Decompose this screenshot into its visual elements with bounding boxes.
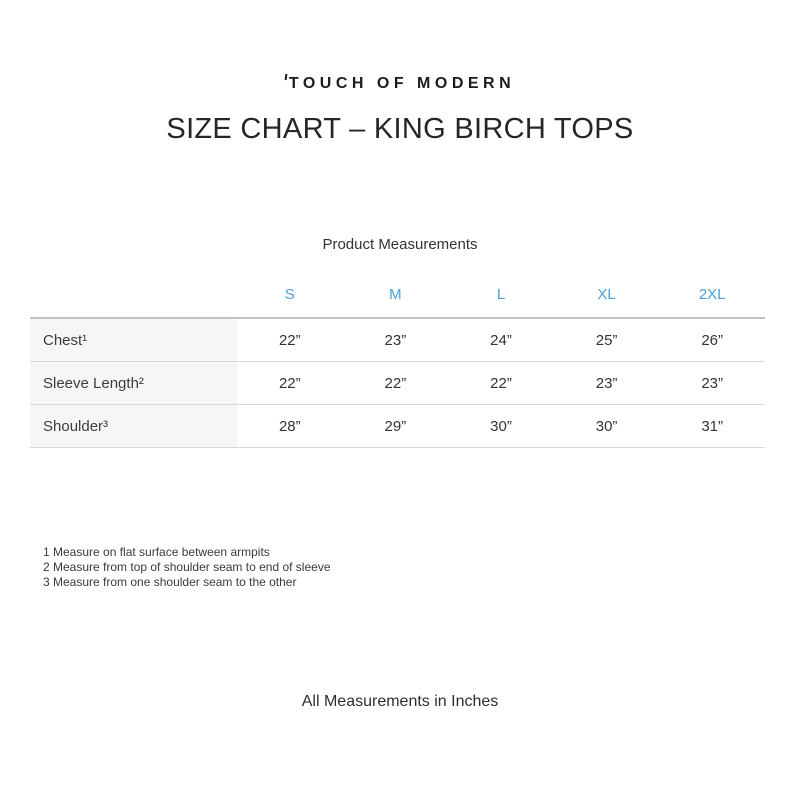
row-label-shoulder: Shoulder³ [30,405,237,447]
sleeve-value-s: 22” [278,374,301,392]
size-header-xl: XL [597,285,616,303]
size-header-m: M [389,285,402,303]
size-header-2xl: 2XL [698,285,726,303]
page-title: SIZE CHART – KING BIRCH TOPS [166,113,634,145]
brand-logo-text: TOUCH OF MODERN [288,75,516,92]
shoulder-value-xl: 30” [595,417,618,435]
brand-tick-icon [284,74,287,80]
table-heading: Product Measurements [322,236,478,253]
sleeve-value-l: 22” [490,374,512,392]
footnote-2: 2 Measure from top of shoulder seam to end of sleeve [43,560,331,574]
brand-logo [0,74,800,93]
chest-value-l: 24” [490,331,512,349]
row-label-sleeve-length: Sleeve Length² [30,362,237,404]
table-row-sleeve-length [30,362,765,405]
chest-value-s: 22” [278,331,301,349]
chest-value-xl: 25” [595,331,618,349]
chest-value-2xl: 26” [701,331,724,349]
footnote-3: 3 Measure from one shoulder seam to the other [43,575,297,589]
header-label-spacer [30,271,237,317]
sleeve-value-2xl: 23” [701,374,724,392]
row-label-chest: Chest¹ [30,319,237,361]
sleeve-value-xl: 23” [595,374,618,392]
size-header-s: S [284,285,295,303]
table-row-chest [30,319,765,362]
table-row-shoulder [30,405,765,448]
shoulder-value-2xl: 31” [701,417,724,435]
measurement-footnotes [43,545,331,590]
shoulder-value-m: 29” [384,417,407,435]
footnote-1: 1 Measure on flat surface between armpits [43,545,270,559]
shoulder-value-s: 28” [278,417,301,435]
size-chart-table [30,271,765,448]
chest-value-m: 23” [384,331,407,349]
sleeve-value-m: 22” [384,374,407,392]
units-note: All Measurements in Inches [301,693,499,710]
shoulder-value-l: 30” [490,417,512,435]
size-header-l: L [496,285,506,303]
size-header-row [30,271,765,319]
